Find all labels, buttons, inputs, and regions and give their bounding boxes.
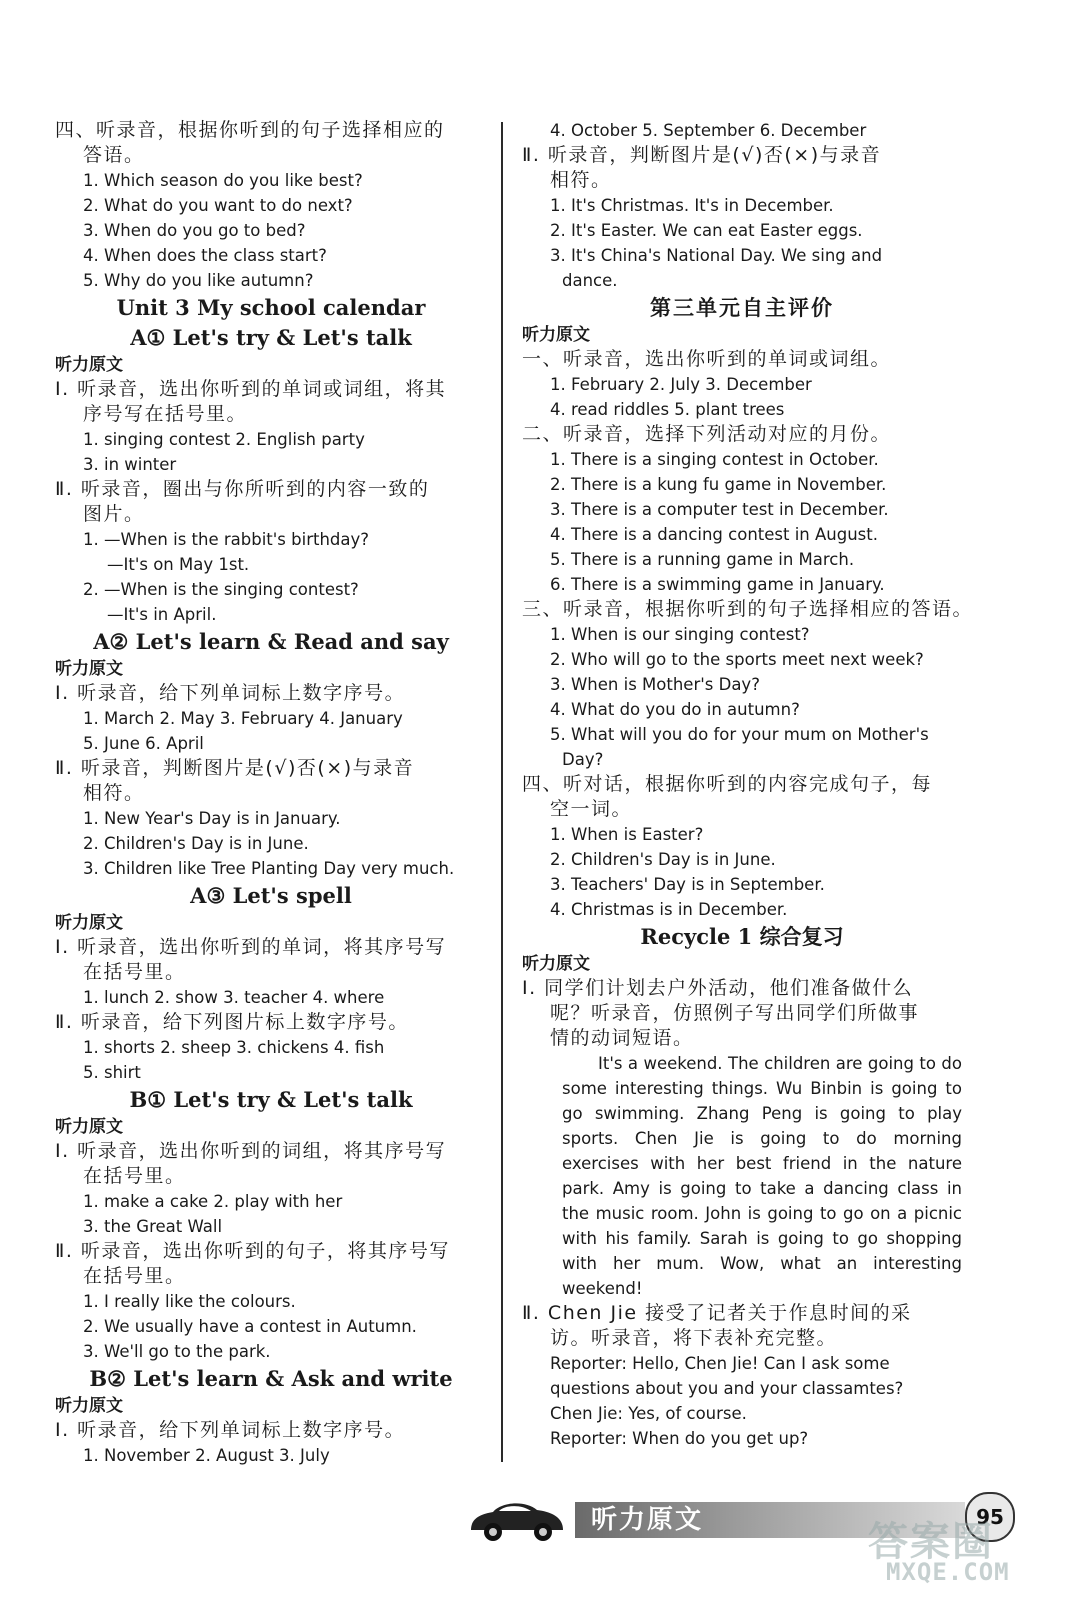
transcript-line: 6. There is a swimming game in January. xyxy=(550,575,885,594)
car-icon xyxy=(465,1496,569,1546)
transcript-line: 3. in winter xyxy=(83,455,177,474)
transcript-line: Reporter: Hello, Chen Jie! Can I ask some xyxy=(550,1354,890,1373)
instruction-line: Ⅱ. 听录音，给下列图片标上数字序号。 xyxy=(55,1011,409,1033)
instruction-line: 访。听录音，将下表补充完整。 xyxy=(550,1327,838,1349)
transcript-line: 1. singing contest 2. English party xyxy=(83,430,365,449)
instruction-line: 在括号里。 xyxy=(83,1265,186,1287)
transcript-line: 1. There is a singing contest in October. xyxy=(550,450,879,469)
transcript-line: 1. When is our singing contest? xyxy=(550,625,810,644)
section-heading: A① Let's try & Let's talk xyxy=(130,325,412,350)
left-column xyxy=(55,118,487,1468)
section-heading: Recycle 1 综合复习 xyxy=(640,924,844,949)
section-label: 听力原文 xyxy=(55,913,123,933)
instruction-line: Ⅰ. 听录音，给下列单词标上数字序号。 xyxy=(55,682,406,704)
transcript-line: 1. —When is the rabbit's birthday? xyxy=(83,530,370,549)
transcript-line: 2. Children's Day is in June. xyxy=(550,850,776,869)
transcript-line: 1. It's Christmas. It's in December. xyxy=(550,196,834,215)
transcript-line: 5. What will you do for your mum on Mother's xyxy=(550,725,929,744)
right-column xyxy=(522,118,974,1451)
transcript-line: 4. October 5. September 6. December xyxy=(550,121,867,140)
transcript-line: 5. Why do you like autumn? xyxy=(83,271,314,290)
instruction-line: 图片。 xyxy=(83,503,145,525)
instruction-line: 空一词。 xyxy=(550,798,633,820)
footer-banner-label: 听力原文 xyxy=(591,1505,704,1535)
transcript-line: 1. make a cake 2. play with her xyxy=(83,1192,343,1211)
section-label: 听力原文 xyxy=(522,325,590,345)
instruction-line: 四、听录音，根据你听到的句子选择相应的 xyxy=(55,119,445,141)
section-label: 听力原文 xyxy=(55,1396,123,1416)
transcript-line: 1. March 2. May 3. February 4. January xyxy=(83,709,403,728)
watermark-top: 答案圈 xyxy=(868,1519,994,1565)
transcript-line: 1. November 2. August 3. July xyxy=(83,1446,330,1465)
page-number: 95 xyxy=(965,1492,1015,1542)
instruction-line: Ⅱ. 听录音，判断图片是(√)否(×)与录音 xyxy=(522,144,882,166)
transcript-line: dance. xyxy=(562,271,618,290)
transcript-line: 4. read riddles 5. plant trees xyxy=(550,400,785,419)
section-label: 听力原文 xyxy=(522,954,590,974)
instruction-line: 情的动词短语。 xyxy=(550,1027,694,1049)
transcript-line: 3. It's China's National Day. We sing and xyxy=(550,246,883,265)
section-heading: B① Let's try & Let's talk xyxy=(129,1087,413,1112)
instruction-line: Ⅱ. 听录音，圈出与你所听到的内容一致的 xyxy=(55,478,430,500)
transcript-line: 1. When is Easter? xyxy=(550,825,704,844)
transcript-line: 1. shorts 2. sheep 3. chickens 4. fish xyxy=(83,1038,385,1057)
transcript-line: 3. When do you go to bed? xyxy=(83,221,306,240)
instruction-line: 四、听对话，根据你听到的内容完成句子，每 xyxy=(522,773,933,795)
instruction-line: 序号写在括号里。 xyxy=(83,403,248,425)
transcript-line: 2. There is a kung fu game in November. xyxy=(550,475,887,494)
instruction-line: 二、听录音，选择下列活动对应的月份。 xyxy=(522,423,892,445)
instruction-line: 在括号里。 xyxy=(83,961,186,983)
instruction-line: 一、听录音，选出你听到的单词或词组。 xyxy=(522,348,892,370)
instruction-line: 在括号里。 xyxy=(83,1165,186,1187)
instruction-line: 相符。 xyxy=(550,169,612,191)
watermark xyxy=(868,1510,1068,1590)
watermark-url: MXQE.COM xyxy=(886,1558,1010,1586)
transcript-line: 2. —When is the singing contest? xyxy=(83,580,359,599)
instruction-line: 三、听录音，根据你听到的句子选择相应的答语。 xyxy=(522,598,974,620)
transcript-line: 5. There is a running game in March. xyxy=(550,550,855,569)
section-heading: Unit 3 My school calendar xyxy=(116,295,426,320)
transcript-line: 1. lunch 2. show 3. teacher 4. where xyxy=(83,988,385,1007)
transcript-line: 2. What do you want to do next? xyxy=(83,196,353,215)
section-heading: B② Let's learn & Ask and write xyxy=(89,1366,453,1391)
transcript-line: 2. Who will go to the sports meet next week? xyxy=(550,650,924,669)
instruction-line: Ⅰ. 听录音，选出你听到的单词，将其序号写 xyxy=(55,936,447,958)
column-divider xyxy=(501,122,503,1462)
instruction-line: 呢？听录音，仿照例子写出同学们所做事 xyxy=(550,1002,920,1024)
listening-passage: It's a weekend. The children are going to do some interesting things. Wu Binbin is going to go swimming. Zhang Peng is going to play sports. Chen Jie is going to do morning exercises with her best friend in the nature park. Amy is going to take a dancing class in the music room. John is going to go on a picnic with his family. Sarah is going to go shopping with her mum. Wow, what an interesting weekend! xyxy=(562,1054,962,1298)
transcript-line: 4. When does the class start? xyxy=(83,246,327,265)
transcript-line: 1. February 2. July 3. December xyxy=(550,375,812,394)
transcript-line: Reporter: When do you get up? xyxy=(550,1429,809,1448)
instruction-line: Ⅰ. 听录音，给下列单词标上数字序号。 xyxy=(55,1419,406,1441)
section-heading: 第三单元自主评价 xyxy=(650,296,834,320)
instruction-line: 相符。 xyxy=(83,782,145,804)
transcript-line: 3. Teachers' Day is in September. xyxy=(550,875,825,894)
transcript-line: 1. Which season do you like best? xyxy=(83,171,363,190)
transcript-line: —It's in April. xyxy=(107,605,217,624)
transcript-line: 1. New Year's Day is in January. xyxy=(83,809,341,828)
transcript-line: 3. There is a computer test in December. xyxy=(550,500,889,519)
instruction-line: 答语。 xyxy=(83,144,145,166)
instruction-line: Ⅰ. 听录音，选出你听到的词组，将其序号写 xyxy=(55,1140,447,1162)
section-label: 听力原文 xyxy=(55,659,123,679)
transcript-line: 2. It's Easter. We can eat Easter eggs. xyxy=(550,221,863,240)
transcript-line: 3. When is Mother's Day? xyxy=(550,675,760,694)
instruction-line: Ⅱ. 听录音，选出你听到的句子，将其序号写 xyxy=(55,1240,450,1262)
instruction-line: Ⅰ. 听录音，选出你听到的单词或词组，将其 xyxy=(55,378,447,400)
transcript-line: questions about you and your classamtes? xyxy=(550,1379,904,1398)
transcript-line: 3. Children like Tree Planting Day very much. xyxy=(83,859,455,878)
transcript-line: Day? xyxy=(562,750,604,769)
instruction-line: Ⅰ. 同学们计划去户外活动，他们准备做什么 xyxy=(522,977,914,999)
transcript-line: 3. the Great Wall xyxy=(83,1217,223,1236)
instruction-line: Ⅱ. Chen Jie 接受了记者关于作息时间的采 xyxy=(522,1302,912,1324)
section-label: 听力原文 xyxy=(55,1117,123,1137)
transcript-line: 4. What do you do in autumn? xyxy=(550,700,800,719)
transcript-line: 4. Christmas is in December. xyxy=(550,900,788,919)
transcript-line: 1. I really like the colours. xyxy=(83,1292,296,1311)
transcript-line: 5. shirt xyxy=(83,1063,141,1082)
section-heading: A③ Let's spell xyxy=(190,883,352,908)
instruction-line: Ⅱ. 听录音，判断图片是(√)否(×)与录音 xyxy=(55,757,415,779)
transcript-line: 5. June 6. April xyxy=(83,734,204,753)
transcript-line: Chen Jie: Yes, of course. xyxy=(550,1404,747,1423)
transcript-line: 2. Children's Day is in June. xyxy=(83,834,309,853)
transcript-line: 4. There is a dancing contest in August. xyxy=(550,525,878,544)
transcript-line: 2. We usually have a contest in Autumn. xyxy=(83,1317,417,1336)
section-label: 听力原文 xyxy=(55,355,123,375)
transcript-line: 3. We'll go to the park. xyxy=(83,1342,271,1361)
transcript-line: —It's on May 1st. xyxy=(107,555,250,574)
section-heading: A② Let's learn & Read and say xyxy=(93,629,449,654)
